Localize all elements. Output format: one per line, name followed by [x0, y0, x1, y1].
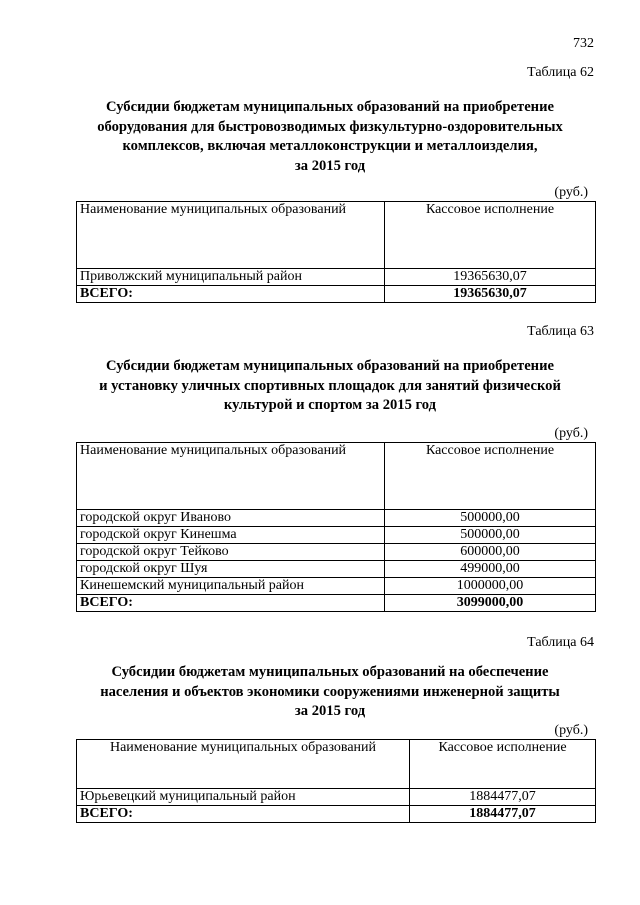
table-63-label: Таблица 63 [527, 324, 594, 339]
table-62-unit: (руб.) [554, 185, 588, 200]
row-amount: 499000,00 [385, 561, 596, 578]
table-62 [76, 201, 596, 303]
table-row [77, 269, 596, 286]
total-amount: 1884477,07 [410, 806, 596, 823]
page-number: 732 [573, 36, 594, 51]
table-62-title-line: оборудования для быстровозводимых физкультурно-оздоровительных [97, 118, 563, 135]
table-row [77, 561, 596, 578]
total-amount: 3099000,00 [385, 595, 596, 612]
row-name: городской округ Иваново [77, 510, 385, 527]
table-row [77, 544, 596, 561]
total-row [77, 806, 596, 823]
row-name: городской округ Тейково [77, 544, 385, 561]
table-64-label: Таблица 64 [527, 635, 594, 650]
column-header-amount: Кассовое исполнение [385, 202, 596, 269]
row-amount: 500000,00 [385, 527, 596, 544]
row-amount: 500000,00 [385, 510, 596, 527]
row-amount: 600000,00 [385, 544, 596, 561]
column-header-name: Наименование муниципальных образований [77, 740, 410, 789]
table-64-title [60, 663, 600, 722]
row-name: Юрьевецкий муниципальный район [77, 789, 410, 806]
table-63-title-line: культурой и спортом за 2015 год [223, 397, 437, 413]
row-name: Кинешемский муниципальный район [77, 578, 385, 595]
table-64 [76, 739, 596, 823]
table-62-label: Таблица 62 [527, 65, 594, 80]
column-header-amount: Кассовое исполнение [410, 740, 596, 789]
table-row [77, 527, 596, 544]
table-62-title-line: за 2015 год [294, 157, 366, 174]
table-header-row [77, 202, 596, 269]
table-63-title [60, 357, 600, 416]
table-row [77, 789, 596, 806]
row-name: городской округ Кинешма [77, 527, 385, 544]
table-64-unit: (руб.) [554, 723, 588, 738]
table-63-title-line: Субсидии бюджетам муниципальных образований на приобретение [106, 358, 554, 374]
table-header-row [77, 443, 596, 510]
row-name: городской округ Шуя [77, 561, 385, 578]
row-amount: 1884477,07 [410, 789, 596, 806]
total-amount: 19365630,07 [385, 286, 596, 303]
table-63 [76, 442, 596, 612]
total-label: ВСЕГО: [77, 806, 410, 823]
table-row [77, 510, 596, 527]
table-62-title-line: Субсидии бюджетам муниципальных образований на приобретение [106, 99, 554, 115]
row-amount: 19365630,07 [385, 269, 596, 286]
table-62-title [60, 98, 600, 176]
table-row [77, 578, 596, 595]
column-header-name: Наименование муниципальных образований [77, 443, 385, 510]
table-64-title-line: за 2015 год [294, 703, 366, 719]
table-header-row [77, 740, 596, 789]
table-64-title-line: населения и объектов экономики сооружениями инженерной защиты [100, 683, 560, 700]
column-header-name: Наименование муниципальных образований [77, 202, 385, 269]
total-row [77, 286, 596, 303]
total-label: ВСЕГО: [77, 286, 385, 303]
row-amount: 1000000,00 [385, 578, 596, 595]
total-row [77, 595, 596, 612]
table-63-title-line: и установку уличных спортивных площадок для занятий физической [99, 377, 561, 394]
total-label: ВСЕГО: [77, 595, 385, 612]
row-name: Приволжский муниципальный район [77, 269, 385, 286]
table-62-title-line: комплексов, включая металлоконструкции и металлоизделия, [122, 138, 538, 154]
table-63-unit: (руб.) [554, 426, 588, 441]
table-64-title-line: Субсидии бюджетам муниципальных образований на обеспечение [111, 664, 549, 680]
column-header-amount: Кассовое исполнение [385, 443, 596, 510]
